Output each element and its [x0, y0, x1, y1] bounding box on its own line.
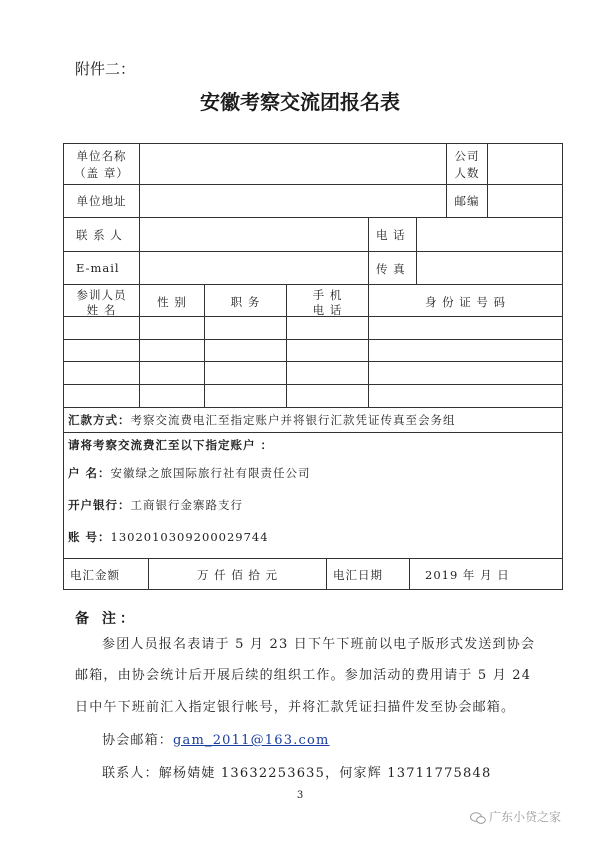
account-holder [68, 465, 311, 481]
watermark-text: 广东小贷之家 [489, 810, 562, 824]
fax-field[interactable] [417, 252, 562, 284]
participant-row[interactable] [64, 317, 562, 339]
mail-link[interactable]: gam_2011@163.com [173, 733, 330, 748]
company-count-label-2: 人数 [454, 166, 480, 180]
unit-address-label: 单位地址 [76, 194, 127, 208]
wire-date-value[interactable]: 2019 年 月 日 [425, 568, 510, 582]
remit-method-text: 考察交流费电汇至指定账户并将银行汇款凭证传真至会务组 [130, 413, 456, 427]
company-count-label: 公司 [454, 149, 480, 163]
col-position-header: 职 务 [230, 295, 261, 309]
postcode-field[interactable] [488, 185, 562, 217]
phone-label: 电 话 [376, 228, 406, 242]
col-name-header: 参训人员 [76, 288, 127, 302]
wire-date-label: 电汇日期 [333, 568, 383, 582]
participant-row[interactable] [64, 385, 562, 407]
wechat-icon [470, 812, 486, 824]
participant-row[interactable] [64, 340, 562, 361]
bank-value: 工商银行金寨路支行 [130, 498, 243, 512]
page-title: 安徽考察交流团报名表 [200, 90, 400, 114]
unit-name-label: 单位名称 [76, 149, 127, 163]
account-number-value: 1302010309200029744 [110, 530, 269, 544]
col-gender-header: 性 别 [157, 295, 187, 309]
account-holder-value: 安徽绿之旅国际旅行社有限责任公司 [110, 466, 311, 480]
phone-field[interactable] [417, 218, 562, 251]
account-number [68, 529, 269, 545]
wire-amount-label: 电汇金额 [70, 568, 120, 582]
notes-paragraph-line-3: 日中午下班前汇入指定银行帐号，并将汇款凭证扫描件发至协会邮箱。 [75, 700, 516, 715]
notes-paragraph-line-1: 参团人员报名表请于 5 月 23 日下午下班前以电子版形式发送到协会 [102, 637, 536, 652]
remit-method-label: 汇款方式： [68, 413, 131, 427]
bank [68, 497, 243, 513]
col-name-header-2: 姓 名 [86, 303, 117, 317]
watermark [470, 808, 561, 825]
page-number: 3 [296, 790, 304, 801]
company-count-field[interactable] [488, 144, 562, 184]
postcode-label: 邮编 [454, 194, 480, 208]
email-field[interactable] [140, 252, 368, 284]
notes-title: 备 注： [75, 611, 138, 627]
notes-paragraph-line-2: 邮箱，由协会统计后开展后续的组织工作。参加活动的费用请于 5 月 24 [75, 668, 532, 683]
col-mobile-header: 手 机 [312, 288, 343, 302]
unit-address-field[interactable] [140, 185, 446, 217]
account-holder-label: 户 名： [68, 466, 111, 480]
account-number-label: 账 号： [68, 530, 111, 544]
unit-name-stamp-label: （盖 章） [74, 166, 129, 180]
remit-method [68, 412, 456, 428]
account-intro: 请将考察交流费汇至以下指定账户 ： [68, 438, 274, 452]
fax-label: 传 真 [376, 262, 406, 276]
bank-label: 开户银行： [68, 498, 131, 512]
col-mobile-header-2: 电 话 [312, 303, 343, 317]
wire-amount-units[interactable]: 万 仟 佰 拾 元 [196, 568, 279, 582]
email-label: E-mail [76, 261, 120, 275]
unit-name-field[interactable] [140, 144, 446, 184]
contact-persons: 联系人：解杨婧婕 13632253635，何家辉 13711775848 [102, 766, 492, 781]
mail-label: 协会邮箱： [102, 733, 174, 748]
col-id-header: 身 份 证 号 码 [424, 295, 507, 309]
attachment-label: 附件二： [75, 60, 136, 78]
contact-label: 联 系 人 [76, 228, 123, 242]
participant-row[interactable] [64, 362, 562, 384]
contact-field[interactable] [140, 218, 368, 251]
association-mail [102, 729, 330, 748]
